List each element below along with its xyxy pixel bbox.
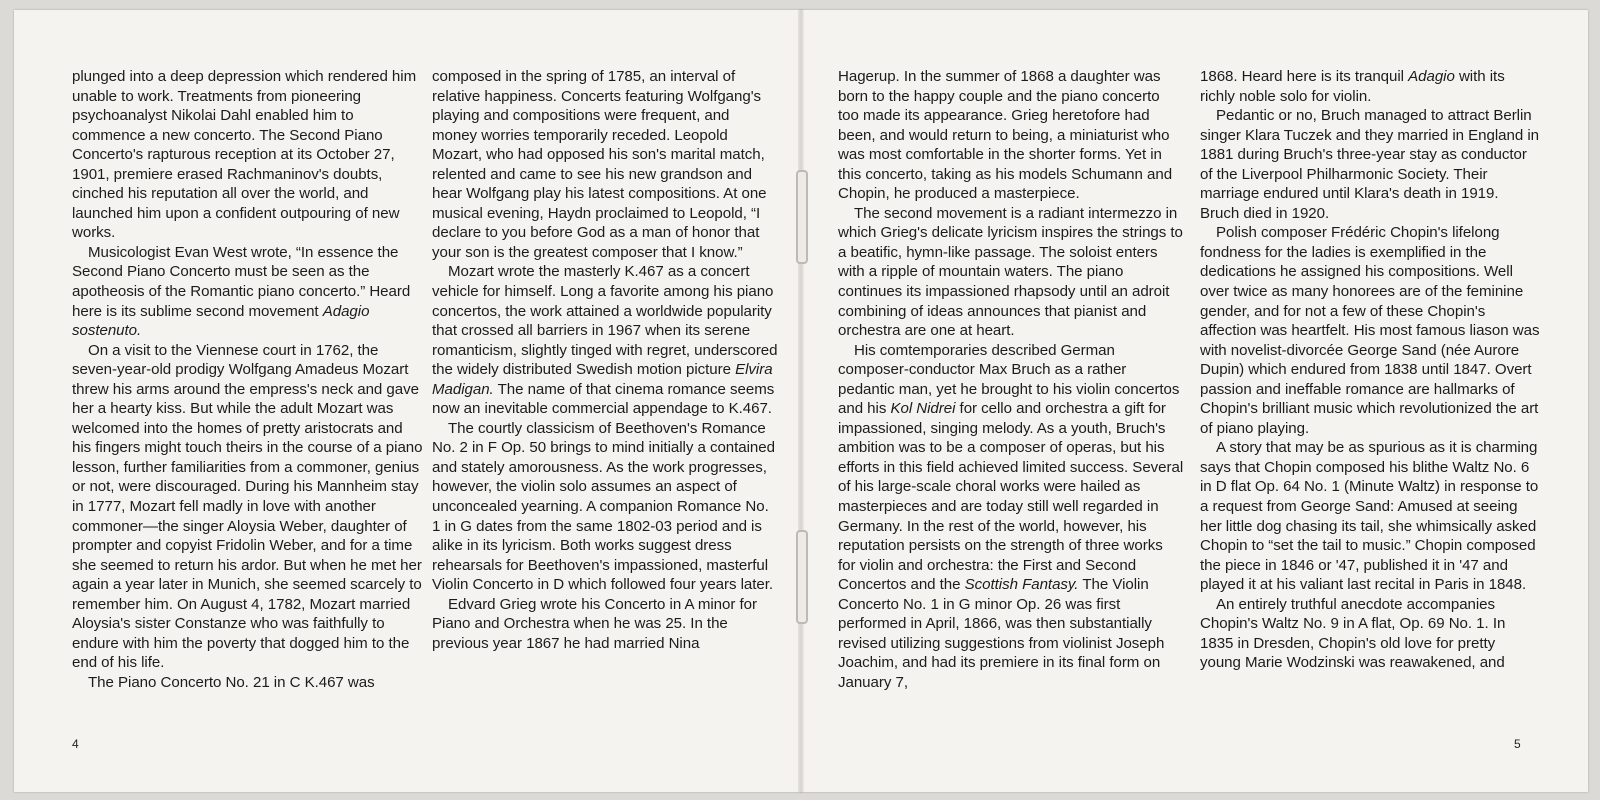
left-column-1	[72, 67, 424, 693]
paragraph: The courtly classicism of Beethoven's Romance No. 2 in F Op. 50 brings to mind initially a contained and stately amorousness. As the work progresses, however, the violin solo assumes an aspect of unconcealed yearning. A companion Romance No. 1 in G dates from the same 1802-03 period and is alike in its lyricism. Both works suggest dress rehearsals for Beethoven's impassioned, masterful Violin Concerto in D which followed four years later.	[432, 419, 775, 594]
paragraph: composed in the spring of 1785, an interval of relative happiness. Concerts featuring Wolfgang's playing and compositions were frequent, and money worries temporarily receded. Leopold Mozart, who had opposed his son's marital match, relented and came to see his new grandson and hear Wolfgang play his latest compositions. At one musical evening, Haydn proclaimed to Leopold, “I declare to you before God as a man of honor that your son is the greatest composer that I know.”	[432, 68, 767, 261]
paragraph	[72, 243, 424, 341]
paragraph: The Piano Concerto No. 21 in C K.467 was	[88, 673, 375, 691]
italic-title: Adagio	[1408, 68, 1455, 85]
left-column-2	[432, 67, 778, 653]
text-run: The name of that cinema romance seems now an inevitable commercial appendage to K.467.	[432, 380, 775, 418]
text-run: His comtemporaries described German composer-conductor Max Bruch as a rather pedantic man, yet he brought to his violin concertos and his	[838, 341, 1180, 418]
paragraph: Pedantic or no, Bruch managed to attract Berlin singer Klara Tuczek and they married in England in 1881 during Bruch's three-year stay as conductor of the Liverpool Philharmonic Society. Their marriage endured until Klara's death in 1919. Bruch died in 1920.	[1200, 107, 1539, 222]
text-run: The Violin Concerto No. 1 in G minor Op. 26 was first performed in April, 1866, was then substantially revised utilizing suggestions from violinist Joseph Joachim, and had its premiere in its final form on January 7,	[838, 576, 1165, 691]
paragraph: Edvard Grieg wrote his Concerto in A minor for Piano and Orchestra when he was 25. In the previous year 1867 he had married Nina	[432, 595, 757, 652]
italic-title: Kol Nidrei	[890, 400, 956, 418]
paragraph: Polish composer Frédéric Chopin's lifelong fondness for the ladies is exemplified in the dedications he assigned his compositions. Well over twice as many honorees are of the feminine gender, and for not a few of these Chopin's affection was heartfelt. His most famous liason was with novelist-divorcée George Sand (née Aurore Dupin) which endured from 1838 until 1847. Overt passion and ineffable romance are hallmarks of Chopin's brilliant music which revolutionized the art of piano playing.	[1200, 224, 1540, 437]
staple-bottom	[796, 530, 808, 624]
italic-title: Scottish Fantasy.	[964, 576, 1079, 594]
right-column-2	[1200, 67, 1540, 673]
right-column-1	[838, 67, 1184, 693]
paragraph: On a visit to the Viennese court in 1762, the seven-year-old prodigy Wolfgang Amadeus Mozart threw his arms around the empress's neck and gave her a hearty kiss. But while the adult Mozart was welcomed into the homes of pretty aristocrats and his fingers might touch theirs in the course of a piano lesson, further familiarities from a commoner, genius or not, were discouraged. During his Mannheim stay in 1777, Mozart fell madly in love with another commoner—the singer Aloysia Weber, daughter of prompter and copyist Fridolin Weber, and for a time she seemed to return his ardor. But when he met her again a year later in Munich, she seemed scarcely to remember him. On August 4, 1782, Mozart married Aloysia's sister Constanze who was faithfully to endure with him the poverty that dogged him to the end of his life.	[72, 341, 423, 672]
paragraph	[1200, 67, 1540, 106]
paragraph: An entirely truthful anecdote accompanies Chopin's Waltz No. 9 in A flat, Op. 69 No. 1. In 1835 in Dresden, Chopin's old love for pretty young Marie Wodzinski was reawakened, and	[1200, 595, 1506, 672]
text-run: Mozart wrote the masterly K.467 as a concert vehicle for himself. Long a favorite among his piano concertos, the work attained a worldwide popularity that crossed all barriers in 1967 when its serene romanticism, slightly tinged with regret, underscored the widely distributed Swedish motion picture	[432, 263, 778, 379]
paragraph: plunged into a deep depression which rendered him unable to work. Treatments from pioneering psychoanalyst Nikolai Dahl enabled him to commence a new concerto. The Second Piano Concerto's rapturous reception at its October 27, 1901, premiere erased Rachmaninov's doubts, cinched his reputation all over the world, and launched him upon a confident outpouring of new works.	[72, 68, 417, 242]
text-run: Musicologist Evan West wrote, “In essence the Second Piano Concerto must be seen as the apotheosis of the Romantic piano concerto.” Heard here is its sublime second movement	[72, 243, 411, 320]
italic-title: Elvira Madigan.	[432, 361, 773, 398]
paragraph	[432, 262, 778, 418]
page-number-right: 5	[1514, 737, 1521, 751]
staple-top	[796, 170, 808, 264]
italic-title: Adagio sostenuto.	[72, 302, 370, 340]
paragraph: The second movement is a radiant intermezzo in which Grieg's delicate lyricism inspires the strings to a beatific, hymn-like passage. The soloist enters with a ripple of mountain waters. The piano continues its impassioned rhapsody until an adroit combining of ideas announces that pianist and orchestra are one at heart.	[838, 204, 1183, 340]
spine-fold	[798, 10, 804, 792]
text-run: for cello and orchestra a gift for impassioned, singing melody. As a youth, Bruch's ambition was to be a composer of operas, but his efforts in this field achieved limited success. Several of his large-scale choral works were hailed as masterpieces and are today still well regarded in Germany. In the rest of the world, however, his reputation persists on the strength of three works for violin and orchestra: the First and Second Concertos and the	[838, 400, 1184, 594]
text-run: with its richly noble solo for violin.	[1200, 68, 1505, 105]
page-number-left: 4	[72, 737, 79, 751]
paragraph	[838, 341, 1184, 693]
paragraph: A story that may be as spurious as it is charming says that Chopin composed his blithe Waltz No. 6 in D flat Op. 64 No. 1 (Minute Waltz) in response to a request from George Sand: Amused at seeing her little dog chasing its tail, she whimsically asked Chopin to “set the tail to music.” Chopin composed the piece in 1846 or '47, published it in '47 and played it at his valiant last recital in Paris in 1848.	[1200, 439, 1539, 594]
left-page	[14, 10, 802, 792]
text-run: 1868. Heard here is its tranquil	[1200, 68, 1409, 85]
booklet-spread	[14, 10, 1588, 792]
paragraph: Hagerup. In the summer of 1868 a daughter was born to the happy couple and the piano concerto too made its appearance. Grieg heretofore had been, and would return to being, a miniaturist who was most comfortable in the shorter forms. Yet in this concerto, taking as his models Schumann and Chopin, he produced a masterpiece.	[838, 68, 1173, 203]
